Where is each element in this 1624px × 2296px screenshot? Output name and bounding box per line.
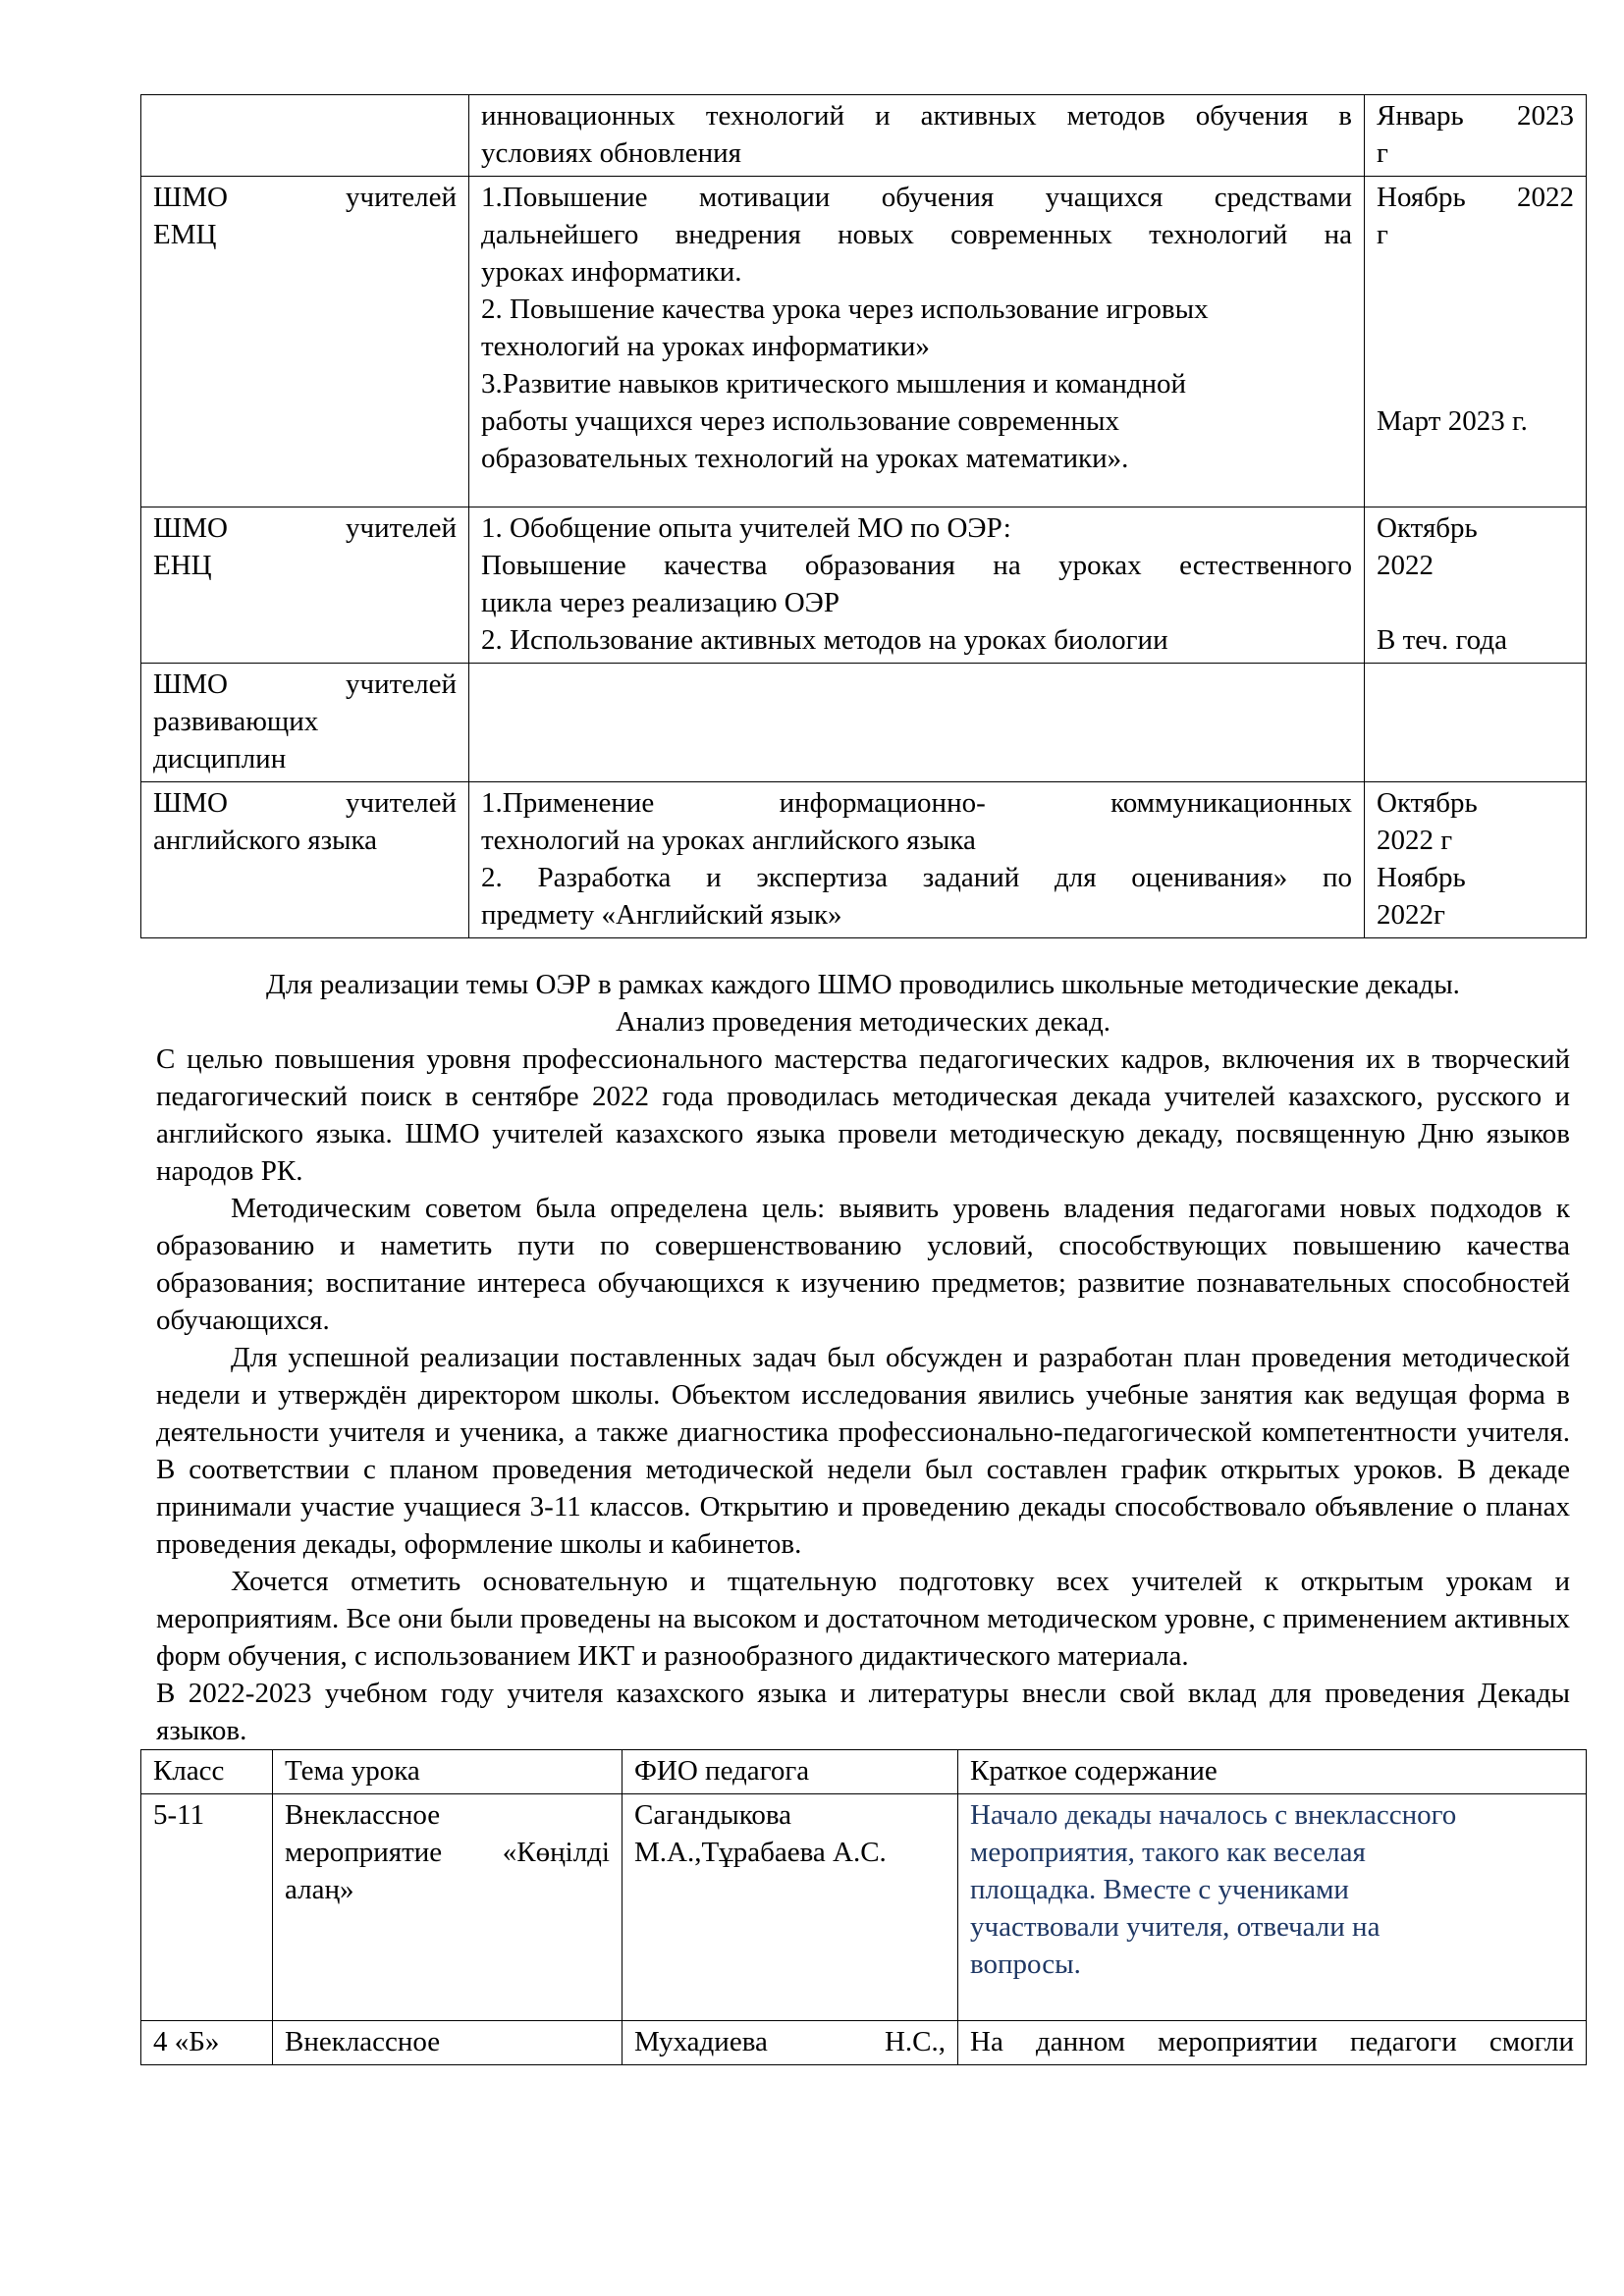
section-heading: Анализ проведения методических декад. <box>615 1006 1111 1038</box>
table-cell: 4 «Б» <box>141 2021 273 2065</box>
cell-line: условиях обновления <box>481 137 741 169</box>
cell-line: дальнейшего внедрения новых современных технологий на <box>481 219 1352 250</box>
table-header-row <box>141 1750 1587 1794</box>
cell-line: Март 2023 г. <box>1377 405 1528 437</box>
cell-line: 2022 г <box>1377 825 1453 856</box>
cell-line: 2. Повышение качества урока через использование игровых <box>481 294 1209 325</box>
cell-line: 3.Развитие навыков критического мышления и командной <box>481 368 1187 400</box>
cell-line: английского языка <box>153 825 378 856</box>
table-cell <box>958 1794 1587 2021</box>
cell-line: инновационных технологий и активных методов обучения в <box>481 100 1352 132</box>
cell-line: Начало декады началось с внеклассного <box>970 1799 1457 1831</box>
cell-line: вопросы. <box>970 1949 1081 1980</box>
paragraph: Хочется отметить основательную и тщательную подготовку всех учителей к открытым урокам и мероприятиям. Все они были проведены на высоком и достаточном методическом уровне, с применением активных форм обучения, с использованием ИКТ и разнообразного дидактического материала. <box>156 1566 1570 1672</box>
cell-line: ШМО учителей <box>153 512 457 544</box>
cell-line: Ноябрь <box>1377 862 1466 893</box>
cell-line: 2022 <box>1377 550 1434 581</box>
table-cell <box>469 507 1365 664</box>
cell-line: Внеклассное <box>285 1799 441 1831</box>
cell-line: мероприятие «Көңілді <box>285 1837 610 1868</box>
cell-line: площадка. Вместе с учениками <box>970 1874 1349 1905</box>
cell-line: Сагандыкова <box>634 1799 792 1831</box>
table-cell <box>469 782 1365 938</box>
table-cell: 5-11 <box>141 1794 273 2021</box>
table-cell <box>1365 95 1587 177</box>
cell-line: 2. Использование активных методов на уроках биологии <box>481 624 1168 656</box>
cell-line: участвовали учителя, отвечали на <box>970 1911 1380 1943</box>
table-row <box>141 95 1587 177</box>
table-cell <box>141 664 469 782</box>
cell-line: Ноябрь 2022 <box>1377 182 1574 213</box>
body-text <box>156 966 1570 1749</box>
cell-spacer <box>1377 253 1574 402</box>
cell-line: 1.Применение информационно- коммуникационных <box>481 787 1352 819</box>
document-page <box>140 94 1586 2065</box>
cell-line: ЕМЦ <box>153 219 217 250</box>
paragraph: В 2022-2023 учебном году учителя казахского языка и литературы внесли свой вклад для проведения Декады языков. <box>156 1678 1570 1746</box>
cell-line: ШМО учителей <box>153 182 457 213</box>
cell-line: ЕНЦ <box>153 550 212 581</box>
table-cell <box>273 1794 623 2021</box>
cell-line: В теч. года <box>1377 624 1507 656</box>
table-cell <box>623 1794 958 2021</box>
column-header: ФИО педагога <box>623 1750 958 1794</box>
paragraph: Методическим советом была определена цель: выявить уровень владения педагогами новых подходов к образованию и наметить пути по совершенствованию условий, способствующих повышению качества образования; воспитание интереса обучающихся к изучению предметов; развитие познавательных способностей обучающихся. <box>156 1193 1570 1336</box>
shmo-topics-table <box>140 94 1587 938</box>
intro-line: Для реализации темы ОЭР в рамках каждого ШМО проводились школьные методические декады. <box>266 969 1460 1000</box>
cell-line: предмету «Английский язык» <box>481 899 842 931</box>
paragraph: Для успешной реализации поставленных задач был обсужден и разработан план проведения методической недели и утверждён директором школы. Объектом исследования явились учебные занятия как ведущая форма в деятельности учителя и ученика, а также диагностика профессионально-педагогической компетентности учителя. В соответствии с планом проведения методической недели был составлен график открытых уроков. В декаде принимали участие учащиеся 3-11 классов. Открытию и проведению декады способствовало объявление о планах проведения декады, оформление школы и кабинетов. <box>156 1342 1570 1560</box>
table-cell <box>141 507 469 664</box>
table-cell <box>1365 664 1587 782</box>
cell-line: Октябрь <box>1377 512 1478 544</box>
paragraph: С целью повышения уровня профессионального мастерства педагогических кадров, включения их в творческий педагогический поиск в сентябре 2022 года проводилась методическая декада учителей казахского, русского и английского языка. ШМО учителей казахского языка провели методическую декаду, посвященную Дню языков народов РК. <box>156 1043 1570 1187</box>
table-cell <box>141 782 469 938</box>
table-cell <box>141 95 469 177</box>
cell-line: алаң» <box>285 1874 354 1905</box>
column-header: Тема урока <box>273 1750 623 1794</box>
table-cell <box>1365 177 1587 507</box>
cell-line: дисциплин <box>153 743 287 774</box>
cell-line: ШМО учителей <box>153 787 457 819</box>
decade-lessons-table <box>140 1749 1587 2065</box>
table-cell <box>469 177 1365 507</box>
table-cell <box>958 2021 1587 2065</box>
cell-line: развивающих <box>153 706 319 737</box>
table-row <box>141 1794 1587 2021</box>
cell-line: технологий на уроках английского языка <box>481 825 976 856</box>
table-row <box>141 177 1587 507</box>
table-row <box>141 664 1587 782</box>
table-cell: Внеклассное <box>273 2021 623 2065</box>
table-cell <box>469 664 1365 782</box>
table-row <box>141 2021 1587 2065</box>
cell-line: 1.Повышение мотивации обучения учащихся средствами <box>481 182 1352 213</box>
table-cell <box>623 2021 958 2065</box>
table-row <box>141 782 1587 938</box>
cell-line: М.А.,Тұрабаева А.С. <box>634 1837 887 1868</box>
cell-line: работы учащихся через использование современных <box>481 405 1120 437</box>
cell-line: образовательных технологий на уроках математики». <box>481 443 1129 474</box>
table-cell <box>1365 782 1587 938</box>
cell-line: г <box>1377 137 1388 169</box>
cell-line: Мухадиева Н.С., <box>634 2026 946 2057</box>
cell-spacer <box>1377 584 1574 621</box>
cell-line: ШМО учителей <box>153 668 457 700</box>
table-cell <box>469 95 1365 177</box>
cell-line: 1. Обобщение опыта учителей МО по ОЭР: <box>481 512 1011 544</box>
cell-line: 2022г <box>1377 899 1445 931</box>
table-cell <box>141 177 469 507</box>
cell-line: Январь 2023 <box>1377 100 1574 132</box>
cell-line: мероприятия, такого как веселая <box>970 1837 1366 1868</box>
cell-line: уроках информатики. <box>481 256 742 288</box>
cell-line: Повышение качества образования на уроках естественного <box>481 550 1352 581</box>
cell-line: На данном мероприятии педагоги смогли <box>970 2026 1574 2057</box>
cell-line: Октябрь <box>1377 787 1478 819</box>
cell-line: г <box>1377 219 1388 250</box>
table-row <box>141 507 1587 664</box>
cell-line: цикла через реализацию ОЭР <box>481 587 839 618</box>
table-cell <box>1365 507 1587 664</box>
cell-line: технологий на уроках информатики» <box>481 331 930 362</box>
column-header: Класс <box>141 1750 273 1794</box>
cell-line: 2. Разработка и экспертиза заданий для оценивания» по <box>481 862 1352 893</box>
column-header: Краткое содержание <box>958 1750 1587 1794</box>
